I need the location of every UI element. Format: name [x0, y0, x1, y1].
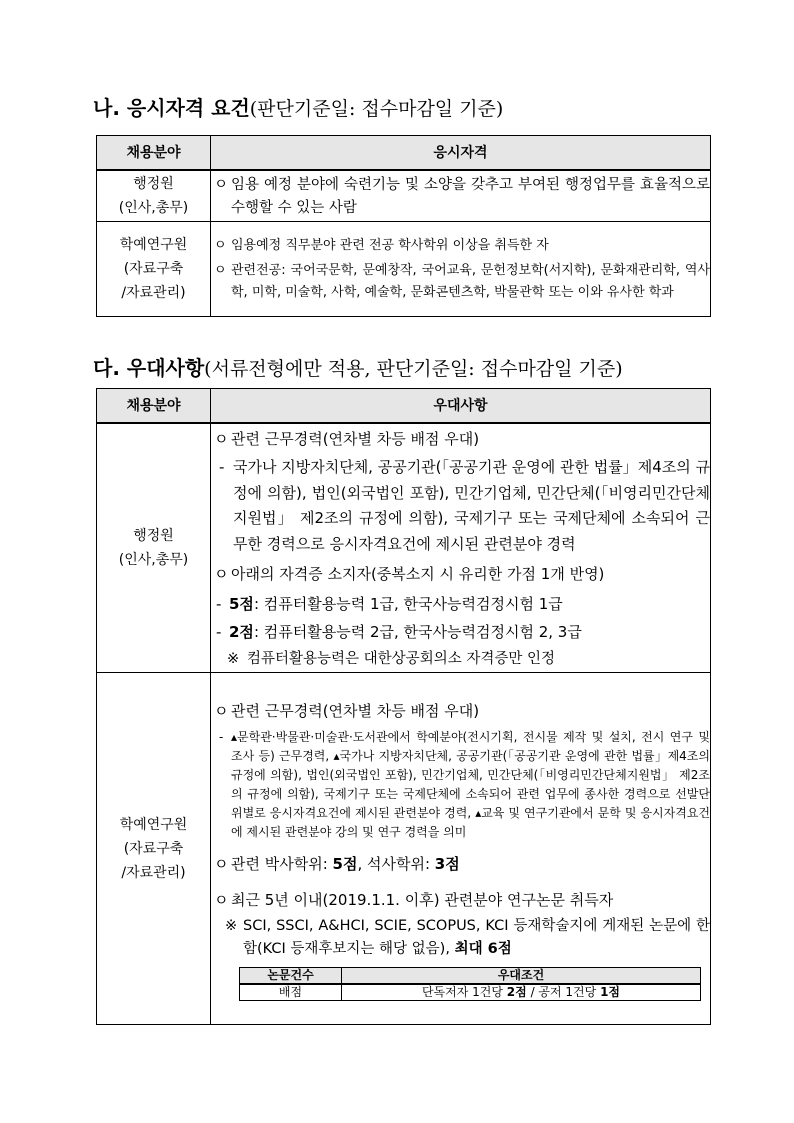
points-value: 3점	[434, 855, 460, 874]
content-cell	[211, 170, 711, 222]
list-item	[211, 592, 710, 618]
item-text: 아래의 자격증 소지자(중복소지 시 유리한 가점 1개 반영)	[231, 565, 605, 584]
field-detail: (인사,총무)	[118, 199, 189, 216]
field-cell-curator	[97, 222, 211, 317]
content-cell	[211, 222, 711, 317]
field-detail: (인사,총무)	[118, 551, 189, 568]
bullet-icon: ㅇ	[214, 701, 229, 720]
list-item	[211, 427, 710, 453]
table-row	[97, 222, 711, 317]
item-text: : 컴퓨터활용능력 2급, 한국사능력검정시험 2, 3급	[253, 623, 582, 642]
points-value: 5점	[229, 594, 254, 613]
item-text: 임용예정 직무분야 관련 전공 학사학위 이상을 취득한 자	[231, 237, 549, 253]
item-text: : 컴퓨터활용능력 1급, 한국사능력검정시험 1급	[253, 594, 563, 613]
list-item	[211, 235, 710, 257]
list-item	[211, 699, 710, 725]
field-cell-admin	[97, 423, 211, 673]
table-row	[97, 170, 711, 222]
list-item	[211, 888, 710, 914]
note-text: SCI, SSCI, A&HCI, SCIE, SCOPUS, KCI 등재학술지에 게재된 논문에 한함(KCI 등재후보지는 해당 없음),	[243, 918, 710, 958]
bullet-icon: ㅇ	[214, 890, 229, 909]
bullet-icon: ㅇ	[214, 237, 227, 253]
field-detail: /자료관리)	[121, 285, 186, 301]
field-cell-admin	[97, 170, 211, 222]
table-header-row	[97, 136, 711, 170]
item-text: 관련 박사학위:	[231, 855, 333, 874]
note-text: 컴퓨터활용능력은 대한상공회의소 자격증만 인정	[247, 650, 555, 667]
field-detail: (자료구축	[123, 261, 184, 277]
table-row	[97, 423, 711, 673]
points-value: 2점	[229, 623, 254, 642]
section-heading-qualifications	[93, 92, 503, 121]
sub-header-condition: 우대조건	[342, 968, 701, 985]
list-item	[211, 728, 710, 842]
field-cell-curator	[97, 673, 211, 1025]
header-field: 채용분야	[97, 136, 211, 170]
section-title: 나. 응시자격 요건	[93, 96, 250, 120]
field-name: 행정원	[133, 527, 174, 544]
points-value: 5점	[332, 855, 358, 874]
sub-header-count: 논문건수	[240, 968, 342, 985]
dash-marker: -	[219, 730, 224, 745]
table-row	[97, 673, 711, 1025]
item-text: 최근 5년 이내(2019.1.1. 이후) 관련분야 연구논문 취득자	[231, 890, 614, 909]
item-text: 임용 예정 분야에 숙련기능 및 소양을 갖추고 부여된 행정업무를 효율적으로 수행할 수 있는 사람	[231, 177, 710, 217]
field-detail: /자료관리)	[121, 864, 186, 881]
dash-marker: -	[216, 623, 222, 642]
dash-marker: -	[216, 594, 222, 613]
field-detail: (자료구축	[123, 840, 184, 857]
item-text: ▴문학관·박물관·미술관·도서관에서 학예분야(전시기획, 전시물 제작 및 설치, 전시 연구 및 조사 등) 근무경력, ▴국가나 지방자치단체, 공공기관(「공공기관 운영에 관한 법률」제4조의 규정에 의함), 법인(외국법인 포함), 민간기업체, 민간단체(「비영리민간단체지원법」 제2조의 규정에 의함), 국제기구 또는 국제단체에 소속되어 관련 업무에 종사한 경력으로 선발단위별로 응시자격요건에 제시된 관련분야 경력, ▴교육 및 연구기관에서 문학 및 응시자격요건에 제시된 관련분야 강의 및 연구 경력을 의미	[231, 730, 710, 840]
section-title: 다. 우대사항	[93, 356, 205, 380]
header-content: 우대사항	[211, 389, 711, 423]
content-cell	[211, 423, 711, 673]
reference-mark-icon: ※	[227, 650, 240, 667]
bullet-icon: ㅇ	[214, 177, 229, 194]
section-subtitle: (서류전형에만 적용, 판단기준일: 접수마감일 기준)	[204, 358, 623, 380]
header-field: 채용분야	[97, 389, 211, 423]
sub-cell-condition	[342, 984, 701, 1001]
sub-cell-label: 배점	[240, 984, 342, 1001]
bullet-icon: ㅇ	[214, 429, 229, 448]
field-name: 행정원	[133, 175, 174, 192]
item-text: 국가나 지방자치단체, 공공기관(「공공기관 운영에 관한 법률」제4조의 규정에 의함), 법인(외국법인 포함), 민간기업체, 민간단체(「비영리민간단체지원법」 제2조의 규정에 의함), 국제기구 또는 국제단체에 소속되어 근무한 경력으로 응시자격요건에 제시된 관련분야 경력	[233, 458, 710, 553]
list-item	[211, 562, 710, 588]
condition-text: 단독저자 1건당	[421, 985, 507, 1000]
table-header-row	[97, 389, 711, 423]
list-item	[211, 455, 710, 557]
bullet-icon: ㅇ	[214, 565, 229, 584]
list-item	[211, 174, 710, 220]
note	[211, 915, 710, 961]
list-item	[211, 260, 710, 304]
points-value: 2점	[506, 985, 527, 1000]
list-item	[211, 620, 710, 646]
condition-text: / 공저 1건당	[526, 985, 601, 1000]
list-item	[211, 852, 710, 878]
item-text: 관련전공: 국어국문학, 문예창작, 국어교육, 문헌정보학(서지학), 문화재관리학, 역사학, 미학, 미술학, 사학, 예술학, 문화콘텐츠학, 박물관학 또는 이와 유사한 학과	[231, 262, 710, 300]
dash-marker: -	[219, 458, 225, 477]
field-name: 학예연구원	[119, 237, 188, 253]
item-text: 관련 근무경력(연차별 차등 배점 우대)	[231, 701, 480, 720]
sub-table-row	[240, 984, 701, 1001]
section-heading-preferences	[93, 352, 623, 381]
content-cell	[211, 673, 711, 1025]
paper-points-table	[239, 967, 701, 1001]
qualifications-table	[96, 135, 711, 317]
item-text: 관련 근무경력(연차별 차등 배점 우대)	[231, 429, 480, 448]
sub-table-header	[240, 968, 701, 985]
field-name: 학예연구원	[119, 816, 188, 833]
bullet-icon: ㅇ	[214, 855, 229, 874]
max-points: 최대 6점	[454, 941, 512, 958]
reference-mark-icon: ※	[225, 918, 238, 935]
item-text: , 석사학위:	[357, 855, 435, 874]
section-subtitle: (판단기준일: 접수마감일 기준)	[249, 98, 504, 120]
header-content: 응시자격	[211, 136, 711, 170]
note	[211, 648, 710, 671]
points-value: 1점	[600, 985, 621, 1000]
preferences-table	[96, 388, 711, 1025]
bullet-icon: ㅇ	[214, 262, 227, 278]
